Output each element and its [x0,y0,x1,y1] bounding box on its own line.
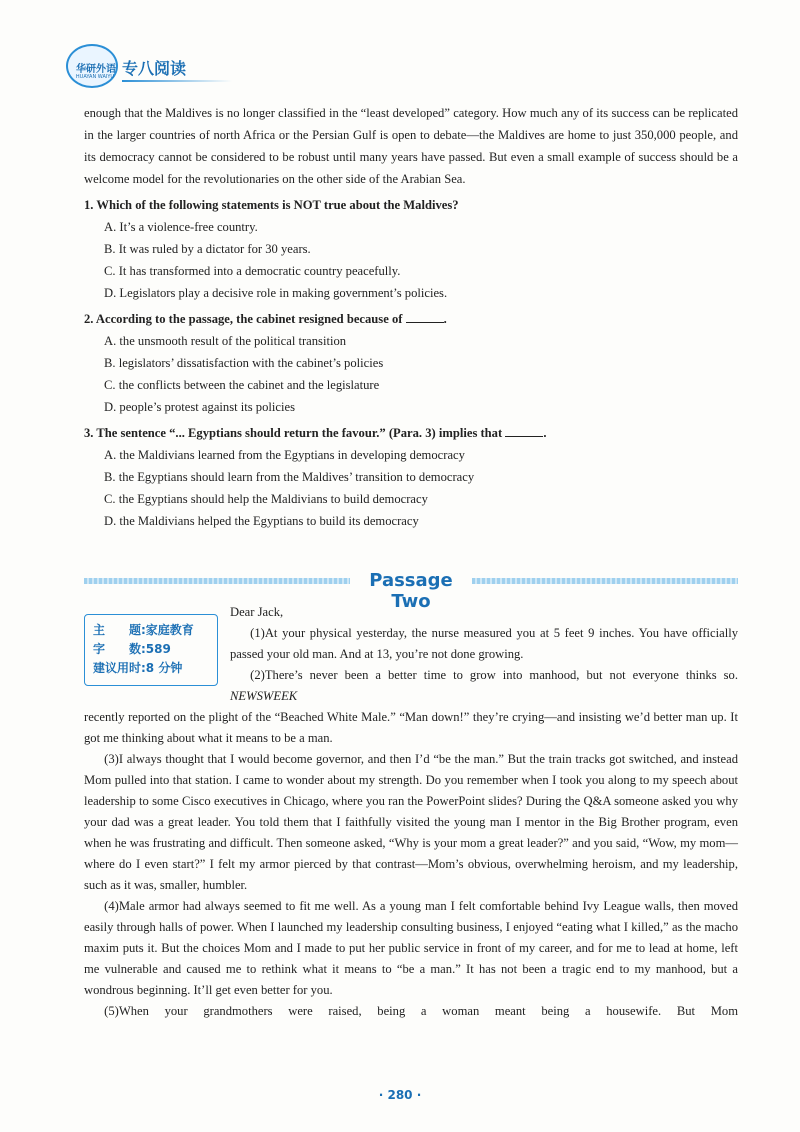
option-b: B. legislators’ dissatisfaction with the cabinet’s policies [104,356,384,370]
option-a: A. It’s a violence-free country. [104,220,258,234]
option-c: C. the conflicts between the cabinet and the legislature [104,378,380,392]
option-c: C. It has transformed into a democratic country peacefully. [104,264,401,278]
paragraph-2-start: (2)There’s never been a better time to grow into manhood, but not everyone thinks so. NEWSWEEK [230,668,738,703]
answer-blank [406,310,444,323]
passage-two-body [84,602,738,1022]
page-number: · 280 · [378,1088,422,1102]
publisher-logo [66,44,118,88]
divider-line-left [84,578,350,584]
option-d: D. the Maldivians helped the Egyptians to build its democracy [104,514,419,528]
option-c: C. the Egyptians should help the Maldivians to build democracy [104,492,428,506]
letter-salutation: Dear Jack, [230,605,284,619]
question-2 [84,308,738,418]
book-title: 专八阅读 [122,59,187,78]
info-suggested-time: 建议用时:8 分钟 [93,661,183,675]
option-a: A. the unsmooth result of the political transition [104,334,347,348]
paragraph-3: (3)I always thought that I would become governor, and then I’d “be the man.” But the train tracks got switched, and instead Mom pulled into that station. I came to wonder about my strength. Do you remember when I took you along to my speech about leadership to some Cisco executives in Chicago, where you ran the PowerPoint slides? During the Q&A someone asked you why your dad was a great leader. You told them that I faithfully visited the young man I mentor in the Big Brother program, even when he was frustrating and difficult. Then someone asked, “Why is your mom a great leader?” and you said, “Wow, my mom—where do I even start?” I felt my armor pierced by that contrast—Mom’s obvious, overwhelming heroism, and my leadership, such as it was, smaller, humbler. [84,752,738,892]
logo-subtext: HUAYAN WAIYU [75,74,115,80]
passage-two-title: Passage Two [369,570,453,612]
page-header [66,44,306,88]
question-stem: 2. According to the passage, the cabinet resigned because of . [84,312,447,326]
info-topic: 主 题:家庭教育 [93,623,194,637]
info-word-count: 字 数:589 [93,642,171,656]
option-b: B. the Egyptians should learn from the Maldives’ transition to democracy [104,470,475,484]
paragraph-5: (5)When your grandmothers were raised, being a woman meant being a housewife. But Mom [104,1004,738,1018]
answer-blank [505,424,543,437]
question-stem: 1. Which of the following statements is NOT true about the Maldives? [84,198,459,212]
paragraph-2-rest: recently reported on the plight of the “Beached White Male.” “Man down!” they’re crying—and insisting we’d better man up. It got me thinking about what it means to be a man. [84,710,738,745]
option-d: D. Legislators play a decisive role in making government’s policies. [104,286,448,300]
passage-one-paragraph: enough that the Maldives is no longer classified in the “least developed” category. How much any of its success can be replicated in the larger countries of north Africa or the Persian Gulf is open to debate—the Maldives are home to just 350,000 people, and its democracy cannot be considered to be robust until many years have passed. But even a small example of success should be a welcome model for the revolutionaries on the other side of the Arabian Sea. [84,106,738,186]
option-b: B. It was ruled by a dictator for 30 years. [104,242,311,256]
paragraph-4: (4)Male armor had always seemed to fit me well. As a young man I felt comfortable behind Ivy League walls, then moved easily through halls of power. When I launched my leadership consulting business, I enjoyed “eating what I killed,” as the macho maxim puts it. But the choices Mom and I made to put her public service in front of my career, and for me to lead at home, left me vulnerable and caused me to rethink what it means to “be a man.” It has not been a tragic end to my manhood, but a wondrous beginning. It’ll get even better for you. [84,899,738,997]
option-a: A. the Maldivians learned from the Egyptians in developing democracy [104,448,465,462]
divider-line-right [472,578,738,584]
logo-text: 华研外语 [76,64,116,75]
question-stem: 3. The sentence “... Egyptians should return the favour.” (Para. 3) implies that . [84,426,547,440]
header-underline [122,80,232,82]
paragraph-1: (1)At your physical yesterday, the nurse measured you at 5 feet 9 inches. You have officially passed your old man. And at 13, you’re not done growing. [230,626,738,661]
magazine-name: NEWSWEEK [230,689,298,703]
option-d: D. people’s protest against its policies [104,400,295,414]
question-3 [84,422,738,532]
question-1 [84,194,738,304]
passage-one-tail [84,102,738,532]
